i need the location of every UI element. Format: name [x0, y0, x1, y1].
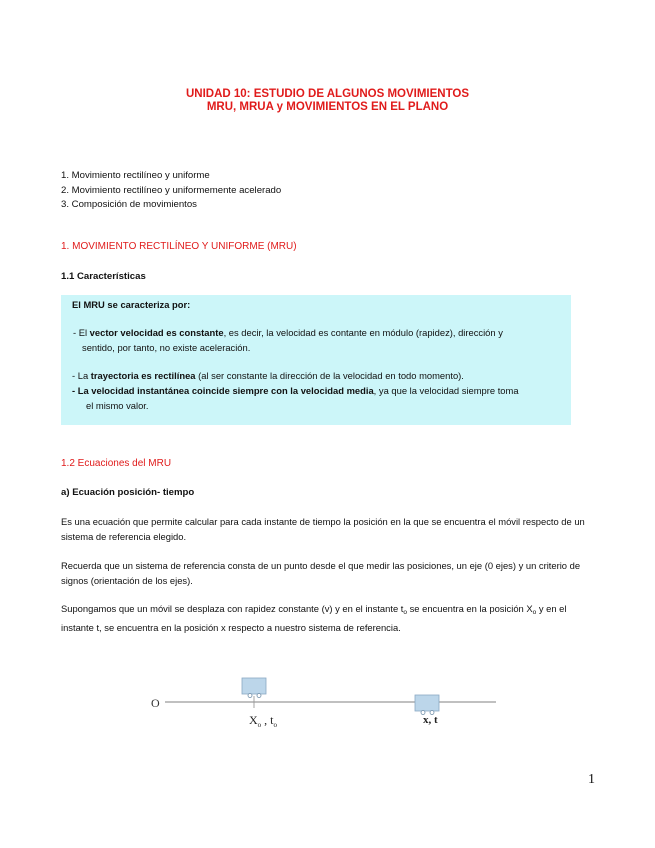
toc-item: 1. Movimiento rectilíneo y uniforme: [61, 170, 210, 181]
toc-item: 3. Composición de movimientos: [61, 199, 197, 210]
unit-title-line-1: UNIDAD 10: ESTUDIO DE ALGUNOS MOVIMIENTOS: [185, 88, 470, 100]
initial-position-label: $X_o$ , $t_o$: [249, 713, 278, 729]
motion-diagram: [0, 660, 655, 740]
subsection-1-1-heading: 1.1 Características: [61, 271, 146, 282]
box-intro: El MRU se caracteriza por:: [72, 299, 191, 310]
bullet-trajectory: - La trayectoria es rectilínea (al ser constante la dirección de la velocidad en todo momento).: [72, 370, 464, 381]
bullet-velocity-cont: sentido, por tanto, no existe aceleración.: [82, 342, 251, 353]
unit-title-line-2: MRU, MRUA y MOVIMIENTOS EN EL PLANO: [206, 101, 449, 113]
mobile-final-position: [415, 695, 439, 715]
characteristics-box: [61, 295, 571, 425]
page-number: 1: [588, 772, 595, 787]
subsection-1-2-heading: 1.2 Ecuaciones del MRU: [61, 458, 172, 469]
section-1-heading: 1. MOVIMIENTO RECTILÍNEO Y UNIFORME (MRU): [61, 241, 297, 252]
paragraph-reference-system: Recuerda que un sistema de referencia consta de un punto desde el que medir las posiciones, un eje (0 ejes) y un criterio de signos (orientación de los ejes).: [61, 560, 581, 586]
toc-item: 2. Movimiento rectilíneo y uniformemente acelerado: [61, 184, 282, 196]
subsection-a-heading: a) Ecuación posición- tiempo: [61, 487, 195, 498]
mobile-initial-position: [242, 678, 266, 698]
paragraph-assumption: Supongamos que un móvil se desplaza con rapidez constante (v) y en el instante $t_o$ se encuentra en la posición $X_o$ y en el instante t, se encuentra en la posición x respecto a nuestro sistema de referencia.: [61, 603, 567, 633]
final-position-label: x, t: [423, 714, 438, 726]
bullet-velocity: - El vector velocidad es constante, es decir, la velocidad es contante en módulo (rapidez), dirección y: [73, 327, 503, 338]
origin-label: O: [151, 696, 160, 710]
bullet-instant-velocity-cont: el mismo valor.: [86, 400, 149, 411]
bullet-instant-velocity: - La velocidad instantánea coincide siempre con la velocidad media, ya que la velocidad siempre toma: [72, 385, 519, 396]
table-of-contents: [61, 169, 281, 213]
paragraph-definition: Es una ecuación que permite calcular para cada instante de tiempo la posición en la que se encuentra el móvil respecto de un sistema de referencia elegido.: [61, 516, 585, 542]
